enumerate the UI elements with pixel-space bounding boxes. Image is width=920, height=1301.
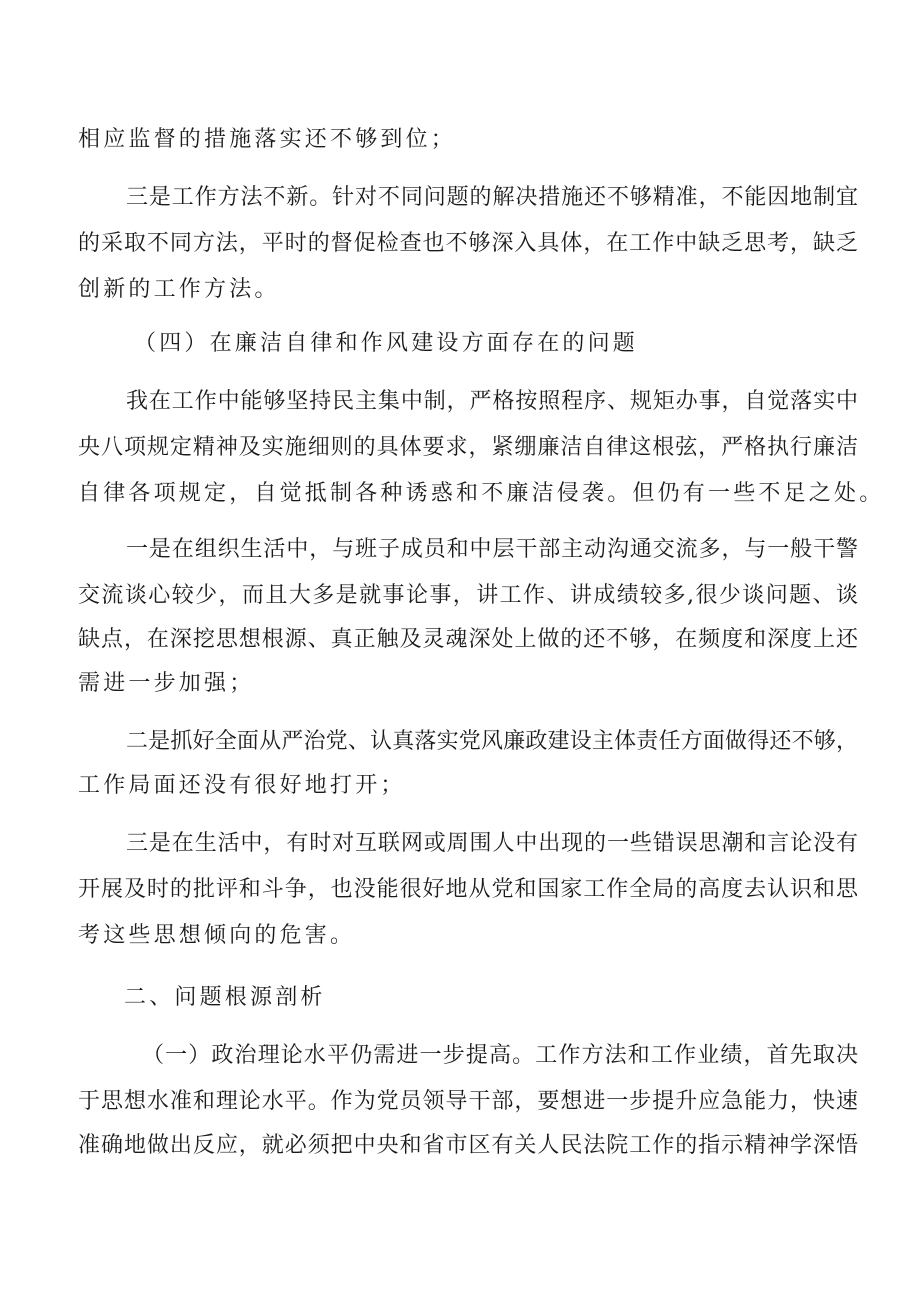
section-heading: 二、问题根源剖析 — [124, 985, 326, 1010]
text-line: 缺点，在深挖思想根源、真正触及灵魂深处上做的还不够，在频度和深度上还 — [78, 627, 858, 652]
text-line: 我在工作中能够坚持民主集中制，严格按照程序、规矩办事，自觉落实中 — [126, 389, 858, 414]
text-line: （一）政治理论水平仍需进一步提高。工作方法和工作业绩，首先取决 — [142, 1043, 858, 1068]
section-heading: （四）在廉洁自律和作风建设方面存在的问题 — [134, 331, 639, 356]
text-line: 二是抓好全面从严治党、认真落实党风廉政建设主体责任方面做得还不够， — [126, 729, 858, 754]
text-line: 央八项规定精神及实施细则的具体要求，紧绷廉洁自律这根弦，严格执行廉洁 — [78, 435, 858, 460]
text-line: 三是在生活中，有时对互联网或周围人中出现的一些错误思潮和言论没有 — [126, 831, 858, 856]
text-line: 一是在组织生活中，与班子成员和中层干部主动沟通交流多，与一般干警 — [126, 537, 858, 562]
text-line: 考这些思想倾向的危害。 — [78, 923, 356, 948]
text-line: 准确地做出反应，就必须把中央和省市区有关人民法院工作的指示精神学深悟 — [78, 1133, 858, 1158]
text-line: 创新的工作方法。 — [78, 277, 280, 302]
text-line: 需进一步加强； — [78, 671, 255, 696]
text-line: 相应监督的措施落实还不够到位； — [78, 127, 457, 152]
text-line: 交流谈心较少，而且大多是就事论事，讲工作、讲成绩较多,很少谈问题、谈 — [78, 583, 858, 608]
text-line: 工作局面还没有很好地打开； — [78, 773, 406, 798]
text-line: 自律各项规定，自觉抵制各种诱惑和不廉洁侵袭。但仍有一些不足之处。 — [78, 481, 885, 506]
text-line: 于思想水准和理论水平。作为党员领导干部，要想进一步提升应急能力，快速 — [78, 1089, 858, 1114]
text-line: 的采取不同方法，平时的督促检查也不够深入具体，在工作中缺乏思考，缺乏 — [78, 231, 858, 256]
text-line: 开展及时的批评和斗争，也没能很好地从党和国家工作全局的高度去认识和思 — [78, 877, 858, 902]
text-line: 三是工作方法不新。针对不同问题的解决措施还不够精准，不能因地制宜 — [126, 185, 858, 210]
